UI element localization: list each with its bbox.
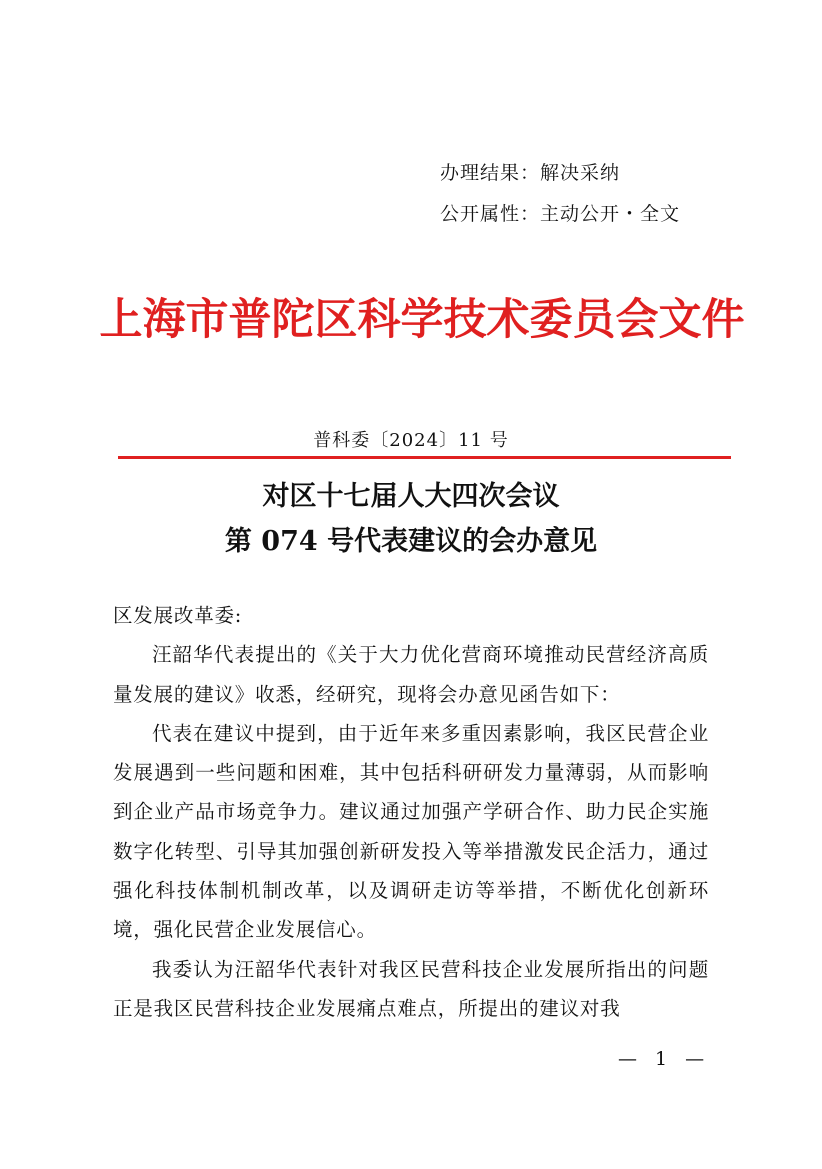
body-paragraph: 我委认为汪韶华代表针对我区民营科技企业发展所指出的问题正是我区民营科技企业发展痛点难点，所提出的建议对我 xyxy=(113,957,709,1020)
document-number: 普科委〔2024〕11 号 xyxy=(313,430,509,451)
document-title-line-1: 对区十七届人大四次会议 xyxy=(262,481,560,512)
page-number: — 1 — xyxy=(618,1048,711,1070)
handling-result: 办理结果：解决采纳 xyxy=(440,162,621,184)
document-masthead: 上海市普陀区科学技术委员会文件 xyxy=(99,295,745,345)
red-divider-line xyxy=(118,456,731,459)
salutation: 区发展改革委: xyxy=(113,604,243,627)
document-body xyxy=(113,596,709,1028)
disclosure-attribute: 公开属性：主动公开・全文 xyxy=(440,203,681,225)
document-title-line-2: 第 074 号代表建议的会办意见 xyxy=(224,526,598,557)
body-paragraph: 代表在建议中提到，由于近年来多重因素影响，我区民营企业发展遇到一些问题和困难，其中包括科研研发力量薄弱，从而影响到企业产品市场竞争力。建议通过加强产学研合作、助力民企实施数字化转型、引导其加强创新研发投入等举措激发民企活力，通过强化科技体制机制改革，以及调研走访等举措，不断优化创新环境，强化民营企业发展信心。 xyxy=(113,721,709,942)
body-paragraph: 汪韶华代表提出的《关于大力优化营商环境推动民营经济高质量发展的建议》收悉，经研究，现将会办意见函告如下： xyxy=(113,643,709,706)
